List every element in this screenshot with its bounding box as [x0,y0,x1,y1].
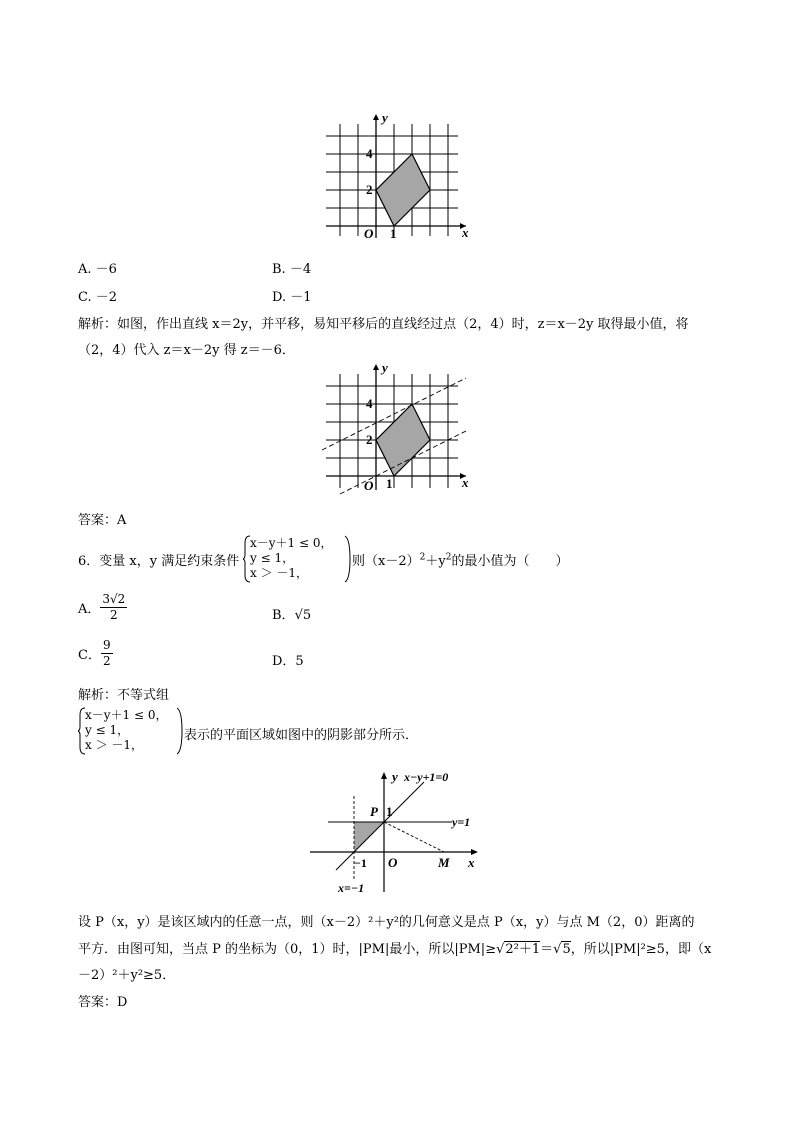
q5-option-d: D. －1 [272,290,312,305]
q6-stem-prefix: 6．变量 x，y 满足约束条件 [78,554,240,569]
q6-stem-suffix: 则$(x-2)^2+y^2$的最小值为（ ） [352,552,569,569]
right-brace [344,535,352,583]
q6-option-c: C． $\frac{9}{2}$ [78,638,111,668]
q6-option-d: D．5 [272,654,304,669]
origin-label: O [364,226,374,241]
origin-label: O [388,855,398,870]
y1-label: y=1 [452,815,471,829]
q5-analysis-line1: 解析：如图，作出直线 x＝2y，并平移，易知平移后的直线经过点（2，4）时，z＝x－2y 取得最小值，将 [78,317,689,332]
y-axis-label: y [382,360,388,375]
constraint-1: x－y＋1 ≤ 0， [250,536,333,550]
tick-y-4: 4 [366,396,373,411]
point-m-label: M [438,855,450,870]
shaded-quadrilateral [376,154,430,226]
constraint-1: x－y＋1 ≤ 0， [85,708,168,722]
line-equation-label: x−y+1=0 [404,770,449,784]
q5-analysis-line2: （2，4）代入 z＝x－2y 得 z＝－6． [78,343,295,358]
constraint-2: y ≤ 1， [250,551,295,565]
q6-text-line3: －2）²＋y²≥5． [78,968,176,983]
shaded-quadrilateral [376,404,430,476]
right-brace [176,707,184,755]
constraint-2: y ≤ 1， [85,723,130,737]
q6-constraint-system-2 [78,707,188,755]
q6-text-line1: 设 P（x，y）是该区域内的任意一点，则（x－2）²＋y²的几何意义是点 P（x，y）与点 M（2，0）距离的 [78,915,695,930]
tick-y-2: 2 [366,182,373,197]
y-axis-label: y [382,110,388,125]
tick-y-2: 2 [366,432,373,447]
x-axis-label: x [468,855,475,870]
x-axis-label: x [462,475,469,490]
q6-option-b: B．√5 [272,608,312,623]
q6-answer: 答案：D [78,995,128,1010]
origin-label: O [364,478,374,493]
q5-option-b: B. －4 [272,262,312,277]
q6-text-line2: 平方．由图可知，当点 P 的坐标为（0，1）时，|PM|最小，所以|PM|≥√2²＋1＝√5，所以|PM|²≥5，即（x [78,942,712,957]
figure-region-q6 [306,766,488,896]
q6-constraint-system [243,535,353,583]
tick-1-label: 1 [386,804,393,819]
q5-option-c: C. －2 [78,290,118,305]
constraint-3: x ＞ －1， [85,738,144,752]
q6-region-text: 表示的平面区域如图中的阴影部分所示． [184,728,419,743]
y-axis-label: y [392,769,398,784]
segment-pm [384,822,444,852]
tick-y-4: 4 [366,146,373,161]
tick-x-1: 1 [390,226,397,241]
line-x-minus-y-plus-1 [336,782,424,870]
figure-feasible-region-2 [318,360,478,496]
q6-option-a: A． $\frac{3√2}{2}$ [78,592,126,622]
q5-answer: 答案：A [78,513,127,528]
q5-option-a: A. －6 [78,262,117,277]
x-neg1-label: x=−1 [338,881,365,895]
tick-neg1-label: −1 [354,856,367,870]
x-axis-label: x [462,225,469,240]
q6-analysis-head: 解析：不等式组 [78,688,170,703]
constraint-3: x ＞ －1， [250,566,309,580]
figure-feasible-region-1 [318,110,478,242]
point-p-label: P [370,804,378,819]
tick-x-1: 1 [386,476,393,491]
